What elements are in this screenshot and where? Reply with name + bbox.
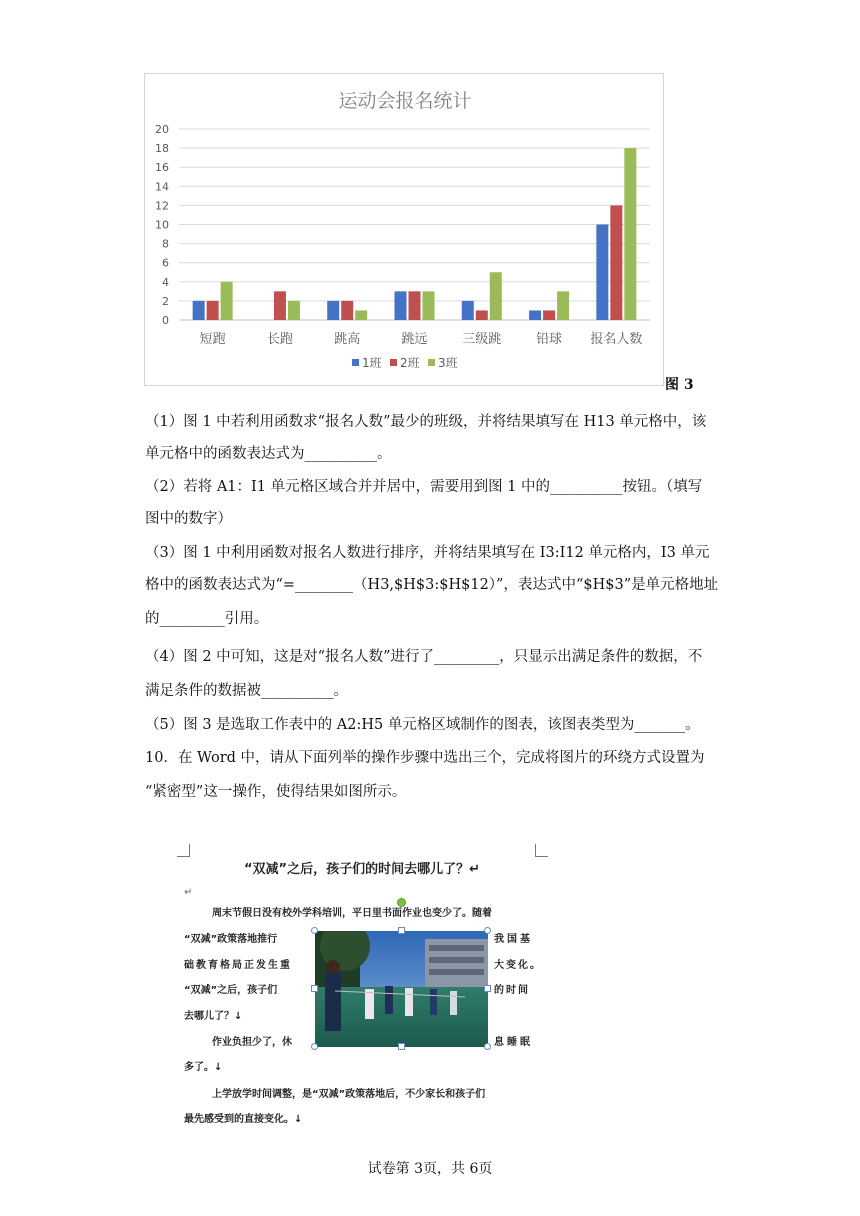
bar-3班-三级跳 [490, 272, 502, 320]
legend-label: 2班 [400, 356, 420, 370]
doc-line-11: 多了。↓ [184, 1062, 223, 1073]
doc-photo[interactable] [315, 931, 488, 1047]
doc-line-2: “双减”政策落地推行 [184, 934, 278, 945]
y-tick-label: 14 [155, 180, 169, 194]
question-5-line-1: （5）图 3 是选取工作表中的 A2:H5 单元格区域制作的图表，该图表类型为_______。 [145, 717, 700, 733]
resize-handle-top-left[interactable] [311, 927, 318, 934]
question-2-line-1: （2）若将 A1：I1 单元格区域合并并居中，需要用到图 1 中的__________按钮。（填写 [145, 479, 703, 495]
bar-1班-三级跳 [462, 301, 474, 320]
y-tick-label: 8 [162, 237, 169, 251]
x-category-label: 铅球 [536, 332, 563, 347]
doc-line-12: 上学放学时间调整，是“双减”政策落地后，不少家长和孩子们 [212, 1089, 486, 1100]
crop-mark-top-right [535, 844, 548, 857]
bar-2班-跳高 [341, 301, 353, 320]
bar-2班-跳远 [409, 291, 421, 320]
y-tick-label: 12 [155, 199, 169, 213]
resize-handle-bottom-right[interactable] [484, 1043, 491, 1050]
bar-3班-铅球 [557, 291, 569, 320]
bar-2班-报名人数 [610, 205, 622, 320]
x-category-label: 长跑 [266, 332, 293, 347]
chart-svg [145, 74, 665, 387]
students-photo-image [315, 931, 488, 1047]
question-10-line-1: 10．在 Word 中，请从下面列举的操作步骤中选出三个，完成将图片的环绕方式设置为 [145, 750, 705, 766]
y-tick-label: 18 [155, 142, 169, 156]
y-tick-label: 16 [155, 161, 169, 175]
x-category-label: 跳高 [334, 332, 361, 347]
doc-title: “双减”之后，孩子们的时间去哪儿了？↵ [244, 862, 480, 877]
sports-signup-chart [144, 73, 664, 386]
resize-handle-bottom[interactable] [398, 1043, 405, 1050]
doc-line-3: 我国基 [494, 934, 533, 945]
y-tick-label: 20 [155, 123, 169, 136]
question-2-line-2: 图中的数字） [145, 511, 232, 527]
resize-handle-top[interactable] [398, 927, 405, 934]
bar-2班-短跑 [207, 301, 219, 320]
question-3-line-2: 格中的函数表达式为“=________（H3,$H$3:$H$12）”，表达式中“$H$3”是单元格地址 [145, 577, 719, 593]
bar-3班-跳远 [423, 291, 435, 320]
question-10-line-2: “紧密型”这一操作，使得结果如图所示。 [145, 784, 407, 800]
doc-line-9: 作业负担少了，休 [212, 1037, 292, 1048]
question-3-line-3: 的_________引用。 [145, 611, 269, 627]
question-4-line-1: （4）图 2 中可知，这是对“报名人数”进行了_________，只显示出满足条件的数据，不 [145, 649, 703, 665]
x-category-label: 跳远 [401, 332, 428, 347]
doc-line-7: 的时间 [494, 985, 530, 996]
x-category-label: 报名人数 [590, 332, 643, 347]
rotate-handle[interactable] [397, 898, 406, 907]
bar-3班-报名人数 [624, 148, 636, 320]
bar-2班-长跑 [274, 291, 286, 320]
y-tick-label: 4 [162, 275, 169, 289]
bar-3班-长跑 [288, 301, 300, 320]
y-tick-label: 6 [162, 256, 169, 270]
bar-3班-跳高 [355, 310, 367, 320]
doc-line-4: 础教育格局正发生重 [184, 960, 292, 971]
bar-1班-报名人数 [596, 225, 608, 321]
resize-handle-right[interactable] [484, 985, 491, 992]
question-4-line-2: 满足条件的数据被__________。 [145, 683, 348, 699]
doc-line-6: “双减”之后，孩子们 [184, 985, 278, 996]
crop-mark-top-left [177, 844, 190, 857]
y-tick-label: 10 [155, 218, 169, 232]
chart-title: 运动会报名统计 [338, 90, 472, 112]
legend-label: 1班 [362, 356, 382, 370]
question-1-line-1: （1）图 1 中若利用函数求“报名人数”最少的班级，并将结果填写在 H13 单元格中，该 [145, 414, 707, 430]
resize-handle-left[interactable] [311, 985, 318, 992]
y-tick-label: 2 [162, 294, 169, 308]
legend-swatch [352, 359, 359, 366]
doc-line-13: 最先感受到的直接变化。↓ [184, 1114, 303, 1125]
resize-handle-bottom-left[interactable] [311, 1043, 318, 1050]
bar-2班-铅球 [543, 310, 555, 320]
bar-3班-短跑 [221, 282, 233, 320]
x-category-label: 三级跳 [462, 332, 502, 347]
doc-line-1: 周末节假日没有校外学科培训，平日里书面作业也变少了。随着 [212, 908, 492, 919]
word-document-screenshot [172, 842, 552, 1132]
x-category-label: 短跑 [199, 332, 226, 347]
legend-label: 3班 [438, 356, 458, 370]
y-tick-label: 0 [162, 314, 169, 327]
bar-1班-短跑 [193, 301, 205, 320]
legend-swatch [428, 359, 435, 366]
question-1-line-2: 单元格中的函数表达式为__________。 [145, 446, 392, 462]
resize-handle-top-right[interactable] [484, 927, 491, 934]
doc-line-8: 去哪儿了？↓ [184, 1011, 243, 1022]
question-3-line-1: （3）图 1 中利用函数对报名人数进行排序，并将结果填写在 I3:I12 单元格内，I3 单元 [145, 545, 710, 561]
bar-2班-三级跳 [476, 310, 488, 320]
doc-paragraph-mark: ↵ [184, 887, 193, 898]
bar-1班-跳高 [327, 301, 339, 320]
doc-line-10: 息睡眠 [494, 1037, 533, 1048]
page-footer: 试卷第 3页，共 6页 [367, 1161, 493, 1177]
bar-1班-铅球 [529, 310, 541, 320]
legend-swatch [390, 359, 397, 366]
figure-label: 图 3 [665, 377, 694, 393]
bar-1班-跳远 [395, 291, 407, 320]
doc-line-5: 大变化。 [494, 960, 542, 971]
